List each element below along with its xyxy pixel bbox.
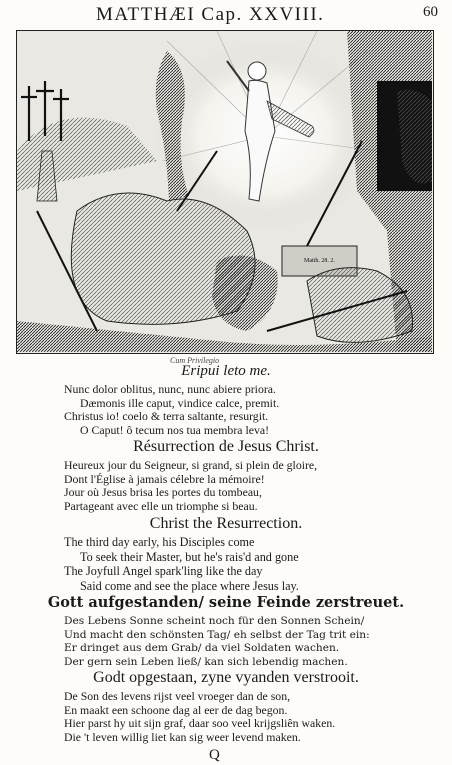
german-verse bbox=[64, 615, 370, 669]
english-heading: Christ the Resurrection. bbox=[149, 515, 303, 532]
verse-line: Hier parst hy uit sijn graf, daar soo veel krijgsliên waken. bbox=[64, 716, 336, 730]
verse-line: O Caput! ô tecum nos tua membra leva! bbox=[80, 422, 270, 437]
verse-line: En maakt een schoone dag al eer de dag begon. bbox=[64, 702, 288, 717]
verse-line: Partageant avec elle un triomphe si beau. bbox=[64, 498, 258, 513]
verse-line: Und macht den schönsten Tag/ eh selbst der Tag trit ein: bbox=[64, 628, 370, 641]
verse-line: Dont l'Église à jamais célebre la mémoire! bbox=[64, 471, 265, 486]
verse-line: Heureux jour du Seigneur, si grand, si plein de gloire, bbox=[64, 458, 318, 472]
german-heading: Gott aufgestanden/ seine Feinde zerstreuet. bbox=[47, 594, 405, 611]
verse-line: To seek their Master, but he's rais'd and gone bbox=[80, 549, 299, 564]
verse-line: The third day early, his Disciples come bbox=[64, 535, 255, 549]
latin-motto: Eripui leto me. bbox=[181, 363, 271, 379]
privilege-note: Cum Privilegio bbox=[170, 356, 220, 365]
dutch-verse bbox=[64, 690, 335, 744]
verse-line: De Son des levens rijst veel vroeger dan de son, bbox=[64, 689, 291, 703]
three-crosses bbox=[21, 81, 69, 141]
verse-line: Jour où Jesus brisa les portes du tombeau, bbox=[64, 485, 262, 499]
verse-line: Des Lebens Sonne scheint noch für den Sonnen Schein/ bbox=[64, 615, 365, 627]
verse-line: Die 't leven willig liet kan sig weer levend maken. bbox=[64, 729, 301, 744]
tomb-inscription: Matth. 28. 2. bbox=[304, 258, 335, 264]
running-title: MATTHÆI Cap. XXVIII. bbox=[96, 4, 325, 25]
verse-line: Der gern sein Leben ließ/ kan sich lebendig machen. bbox=[64, 655, 348, 668]
verse-line: Nunc dolor oblitus, nunc, nunc abiere priora. bbox=[64, 382, 276, 396]
engraving-plate bbox=[16, 30, 434, 354]
dutch-heading: Godt opgestaan, zyne vyanden verstrooit. bbox=[93, 669, 359, 686]
english-verse bbox=[64, 535, 299, 593]
verse-line: Christus io! coelo & terra saltante, resurgit. bbox=[64, 409, 269, 423]
page-number: 60 bbox=[423, 4, 438, 20]
verse-line: Dæmonis ille caput, vindice calce, premit. bbox=[80, 395, 280, 410]
verse-line: The Joyfull Angel spark'ling like the day bbox=[64, 564, 263, 578]
latin-verse bbox=[64, 383, 279, 437]
verse-line: Said come and see the place where Jesus lay. bbox=[80, 578, 299, 593]
french-heading: Résurrection de Jesus Christ. bbox=[133, 438, 319, 455]
running-header bbox=[0, 4, 452, 24]
resurrection-engraving bbox=[17, 31, 432, 352]
signature-mark: Q bbox=[209, 747, 220, 763]
french-verse bbox=[64, 459, 317, 513]
verse-line: Er dringet aus dem Grab/ da viel Soldaten wachen. bbox=[64, 642, 340, 654]
